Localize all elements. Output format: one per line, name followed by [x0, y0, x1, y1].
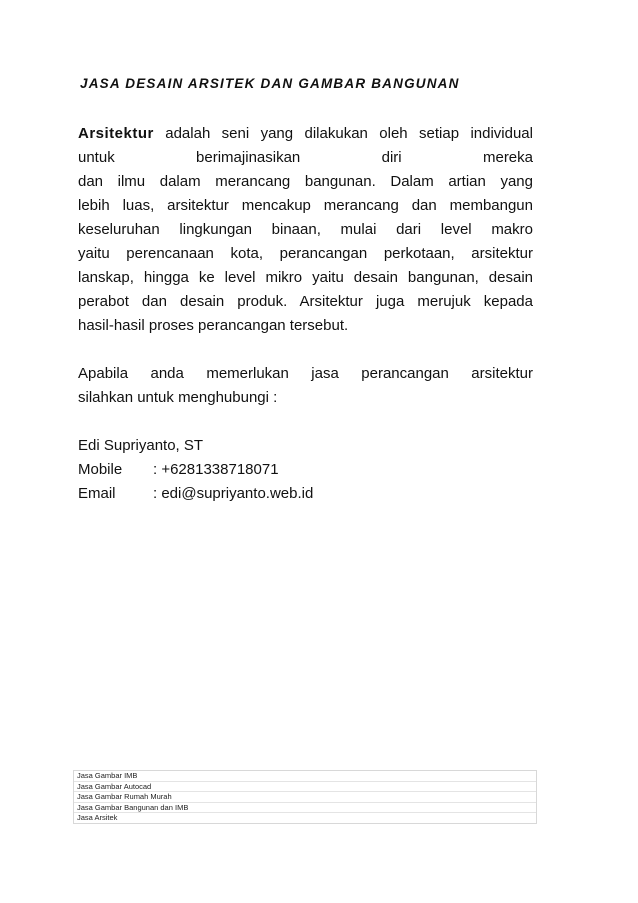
contact-email-row: [78, 482, 533, 506]
mobile-value: : +6281338718071: [153, 461, 279, 478]
document-body: [78, 122, 533, 506]
footer-link[interactable]: Jasa Arsitek: [77, 813, 118, 822]
cta-paragraph: [78, 362, 533, 410]
intro-line-1-text: adalah seni yang dilakukan oleh setiap individual: [153, 125, 533, 142]
intro-line-3: dan ilmu dalam merancang bangunan. Dalam artian yang: [78, 173, 533, 190]
mobile-label: Mobile: [78, 461, 123, 478]
spacer: [78, 410, 533, 434]
email-label: Email: [78, 485, 116, 502]
intro-paragraph: [78, 122, 533, 338]
footer-links-box: [73, 770, 537, 824]
intro-line-8: perabot dan desain produk. Arsitektur juga merujuk kepada: [78, 293, 533, 310]
footer-link[interactable]: Jasa Gambar Rumah Murah: [74, 792, 536, 803]
footer-link[interactable]: Jasa Gambar Autocad: [74, 782, 536, 793]
footer-link[interactable]: Jasa Gambar Bangunan dan IMB: [74, 803, 536, 814]
footer-link[interactable]: Jasa Gambar IMB: [74, 771, 536, 782]
intro-line-7: lanskap, hingga ke level mikro yaitu desain bangunan, desain: [78, 269, 533, 286]
intro-line-5: keseluruhan lingkungan binaan, mulai dari level makro: [78, 221, 533, 238]
intro-line-6: yaitu perencanaan kota, perancangan perkotaan, arsitektur: [78, 245, 533, 262]
email-value: : edi@supriyanto.web.id: [153, 485, 314, 502]
intro-line-9: hasil-hasil proses perancangan tersebut.: [78, 317, 349, 334]
intro-line-1: [78, 122, 533, 146]
intro-line-4: lebih luas, arsitektur mencakup merancang dan membangun: [78, 197, 533, 214]
contact-name: Edi Supriyanto, ST: [78, 437, 204, 454]
cta-line-1: Apabila anda memerlukan jasa perancangan arsitektur: [78, 365, 533, 382]
intro-term: Arsitektur: [78, 125, 154, 142]
contact-mobile-row: [78, 458, 533, 482]
intro-line-2: untuk berimajinasikan diri mereka: [78, 149, 533, 166]
cta-line-2: silahkan untuk menghubungi :: [78, 389, 278, 406]
page-title: JASA DESAIN ARSITEK DAN GAMBAR BANGUNAN: [80, 76, 460, 91]
spacer: [78, 338, 533, 362]
